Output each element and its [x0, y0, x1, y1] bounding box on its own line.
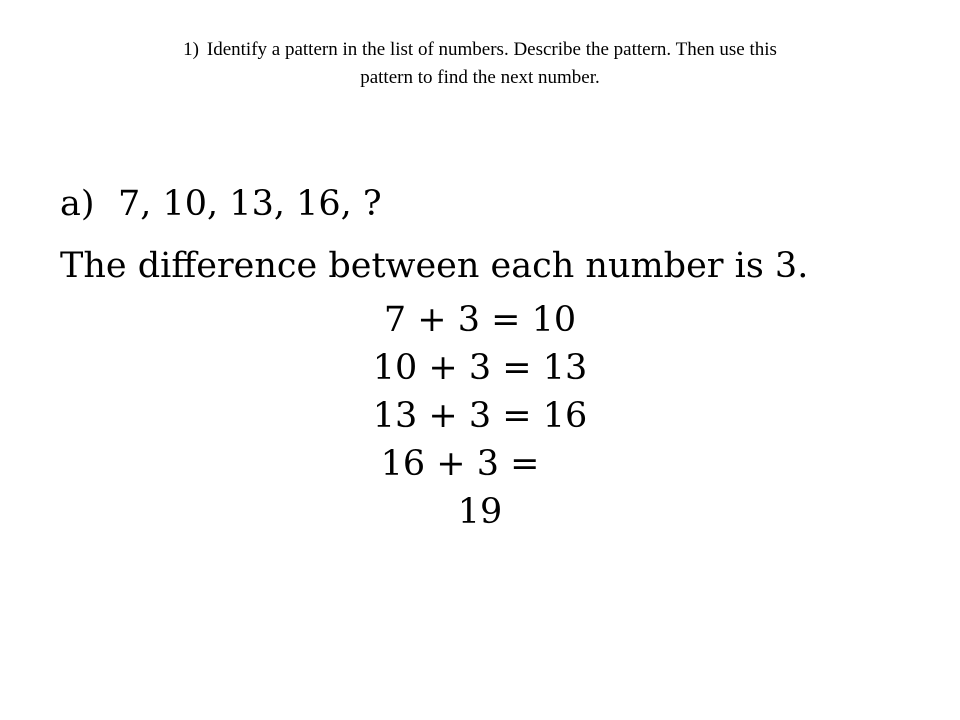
instruction-text [40, 36, 920, 92]
instruction-line-1 [40, 36, 920, 64]
problem-label: a) [60, 184, 95, 224]
work-steps [0, 296, 960, 536]
pattern-explanation: The difference between each number is 3. [60, 246, 809, 286]
instruction-line-1-text: Identify a pattern in the list of numbers. Describe the pattern. Then use this [206, 39, 777, 60]
work-step-2: 10 + 3 = 13 [372, 348, 588, 388]
work-step-1: 7 + 3 = 10 [383, 300, 577, 340]
instruction-number: 1) [183, 39, 199, 60]
work-answer: 19 [457, 492, 503, 532]
problem-a [60, 183, 382, 225]
work-step-4: 16 + 3 = [380, 444, 540, 484]
problem-sequence: 7, 10, 13, 16, ? [118, 184, 382, 224]
work-step-3: 13 + 3 = 16 [372, 396, 588, 436]
instruction-line-2: pattern to find the next number. [360, 67, 600, 88]
